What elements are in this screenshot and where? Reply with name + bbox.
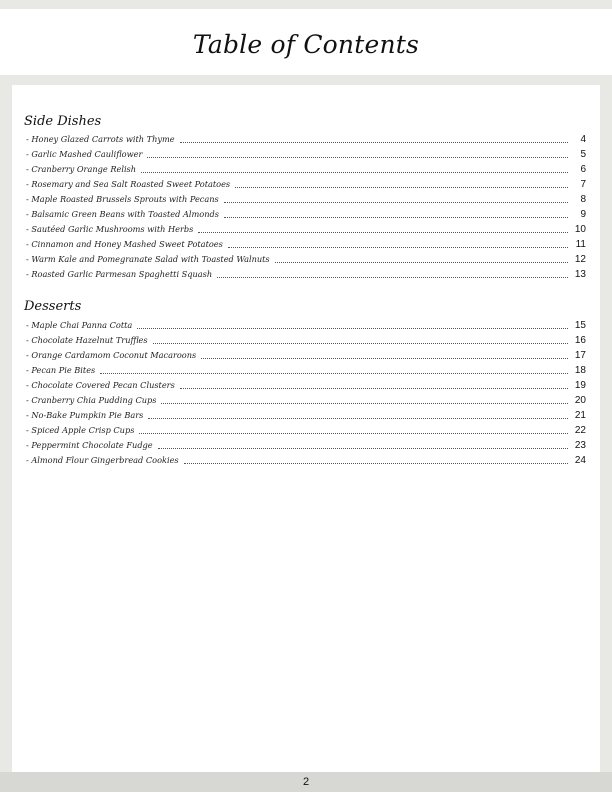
toc-entry-label: - Chocolate Hazelnut Truffles bbox=[26, 335, 148, 345]
toc-entry-page: 20 bbox=[574, 395, 586, 406]
page-number: 2 bbox=[302, 776, 310, 788]
toc-entry-label: - Cranberry Orange Relish bbox=[26, 164, 137, 174]
toc-entry[interactable] bbox=[26, 378, 586, 393]
toc-entry-page: 24 bbox=[574, 455, 586, 466]
toc-entry[interactable] bbox=[26, 453, 586, 468]
toc-entry[interactable] bbox=[26, 252, 586, 267]
top-margin-band bbox=[0, 0, 612, 9]
toc-content-area bbox=[12, 85, 600, 772]
toc-entry-page: 13 bbox=[574, 269, 586, 280]
toc-entry-label: - Rosemary and Sea Salt Roasted Sweet Potatoes bbox=[26, 179, 231, 189]
dot-leader bbox=[198, 232, 568, 233]
toc-entry-label: - Balsamic Green Beans with Toasted Almonds bbox=[26, 209, 219, 219]
dot-leader bbox=[139, 433, 568, 434]
page-title: Table of Contents bbox=[192, 29, 420, 59]
toc-entry[interactable] bbox=[26, 132, 586, 147]
dot-leader bbox=[224, 217, 568, 218]
toc-entry-page: 8 bbox=[580, 194, 586, 205]
toc-entry[interactable] bbox=[26, 147, 586, 162]
page-footer bbox=[0, 772, 612, 792]
toc-entry[interactable] bbox=[26, 408, 586, 423]
toc-entry-page: 19 bbox=[574, 380, 586, 391]
toc-entry[interactable] bbox=[26, 318, 586, 333]
toc-entry-page: 11 bbox=[575, 239, 586, 250]
dot-leader bbox=[201, 358, 568, 359]
toc-entry[interactable] bbox=[26, 333, 586, 348]
toc-entry-page: 4 bbox=[580, 134, 586, 145]
toc-entry-label: - Almond Flour Gingerbread Cookies bbox=[26, 455, 179, 465]
toc-entry-page: 17 bbox=[574, 350, 586, 361]
toc-entry-label: - Honey Glazed Carrots with Thyme bbox=[26, 134, 175, 144]
dot-leader bbox=[100, 373, 568, 374]
dot-leader bbox=[180, 388, 568, 389]
dot-leader bbox=[235, 187, 568, 188]
toc-entry[interactable] bbox=[26, 192, 586, 207]
toc-entry-page: 16 bbox=[574, 335, 586, 346]
toc-list-side-dishes bbox=[26, 132, 586, 282]
toc-entry-page: 10 bbox=[574, 224, 586, 235]
dot-leader bbox=[158, 448, 568, 449]
toc-entry-page: 18 bbox=[574, 365, 586, 376]
toc-entry-page: 21 bbox=[574, 410, 586, 421]
toc-entry-page: 7 bbox=[580, 179, 586, 190]
toc-entry[interactable] bbox=[26, 363, 586, 378]
toc-entry-page: 9 bbox=[580, 209, 586, 220]
toc-entry-label: - Pecan Pie Bites bbox=[26, 365, 96, 375]
toc-entry-label: - Chocolate Covered Pecan Clusters bbox=[26, 380, 175, 390]
dot-leader bbox=[228, 247, 568, 248]
toc-entry-page: 23 bbox=[574, 440, 586, 451]
toc-list-desserts bbox=[26, 318, 586, 468]
toc-entry-page: 5 bbox=[580, 149, 586, 160]
toc-entry[interactable] bbox=[26, 237, 586, 252]
toc-entry[interactable] bbox=[26, 222, 586, 237]
toc-entry-label: - Peppermint Chocolate Fudge bbox=[26, 440, 153, 450]
toc-entry-label: - Maple Chai Panna Cotta bbox=[26, 320, 133, 330]
page-header bbox=[0, 9, 612, 75]
toc-entry-label: - Roasted Garlic Parmesan Spaghetti Squash bbox=[26, 269, 213, 279]
dot-leader bbox=[147, 157, 568, 158]
toc-entry[interactable] bbox=[26, 348, 586, 363]
dot-leader bbox=[180, 142, 568, 143]
toc-entry-label: - Garlic Mashed Cauliflower bbox=[26, 149, 143, 159]
toc-entry-page: 22 bbox=[574, 425, 586, 436]
dot-leader bbox=[217, 277, 568, 278]
section-title-desserts: Desserts bbox=[24, 299, 82, 314]
dot-leader bbox=[148, 418, 568, 419]
toc-entry[interactable] bbox=[26, 423, 586, 438]
toc-entry-label: - Orange Cardamom Coconut Macaroons bbox=[26, 350, 197, 360]
toc-entry[interactable] bbox=[26, 162, 586, 177]
toc-entry-label: - Maple Roasted Brussels Sprouts with Pecans bbox=[26, 194, 219, 204]
dot-leader bbox=[161, 403, 568, 404]
toc-entry-label: - Cranberry Chia Pudding Cups bbox=[26, 395, 157, 405]
toc-entry-label: - Cinnamon and Honey Mashed Sweet Potatoes bbox=[26, 239, 223, 249]
toc-entry-page: 15 bbox=[574, 320, 586, 331]
dot-leader bbox=[141, 172, 568, 173]
toc-entry[interactable] bbox=[26, 438, 586, 453]
dot-leader bbox=[184, 463, 568, 464]
dot-leader bbox=[153, 343, 568, 344]
dot-leader bbox=[224, 202, 568, 203]
toc-entry-label: - No-Bake Pumpkin Pie Bars bbox=[26, 410, 144, 420]
section-title-side-dishes: Side Dishes bbox=[24, 114, 102, 129]
toc-entry[interactable] bbox=[26, 267, 586, 282]
toc-entry[interactable] bbox=[26, 393, 586, 408]
toc-entry-label: - Sautéed Garlic Mushrooms with Herbs bbox=[26, 224, 194, 234]
toc-entry[interactable] bbox=[26, 177, 586, 192]
dot-leader bbox=[137, 328, 568, 329]
toc-entry-label: - Spiced Apple Crisp Cups bbox=[26, 425, 135, 435]
dot-leader bbox=[275, 262, 568, 263]
toc-entry-label: - Warm Kale and Pomegranate Salad with Toasted Walnuts bbox=[26, 254, 270, 264]
toc-entry[interactable] bbox=[26, 207, 586, 222]
toc-entry-page: 12 bbox=[574, 254, 586, 265]
toc-entry-page: 6 bbox=[580, 164, 586, 175]
